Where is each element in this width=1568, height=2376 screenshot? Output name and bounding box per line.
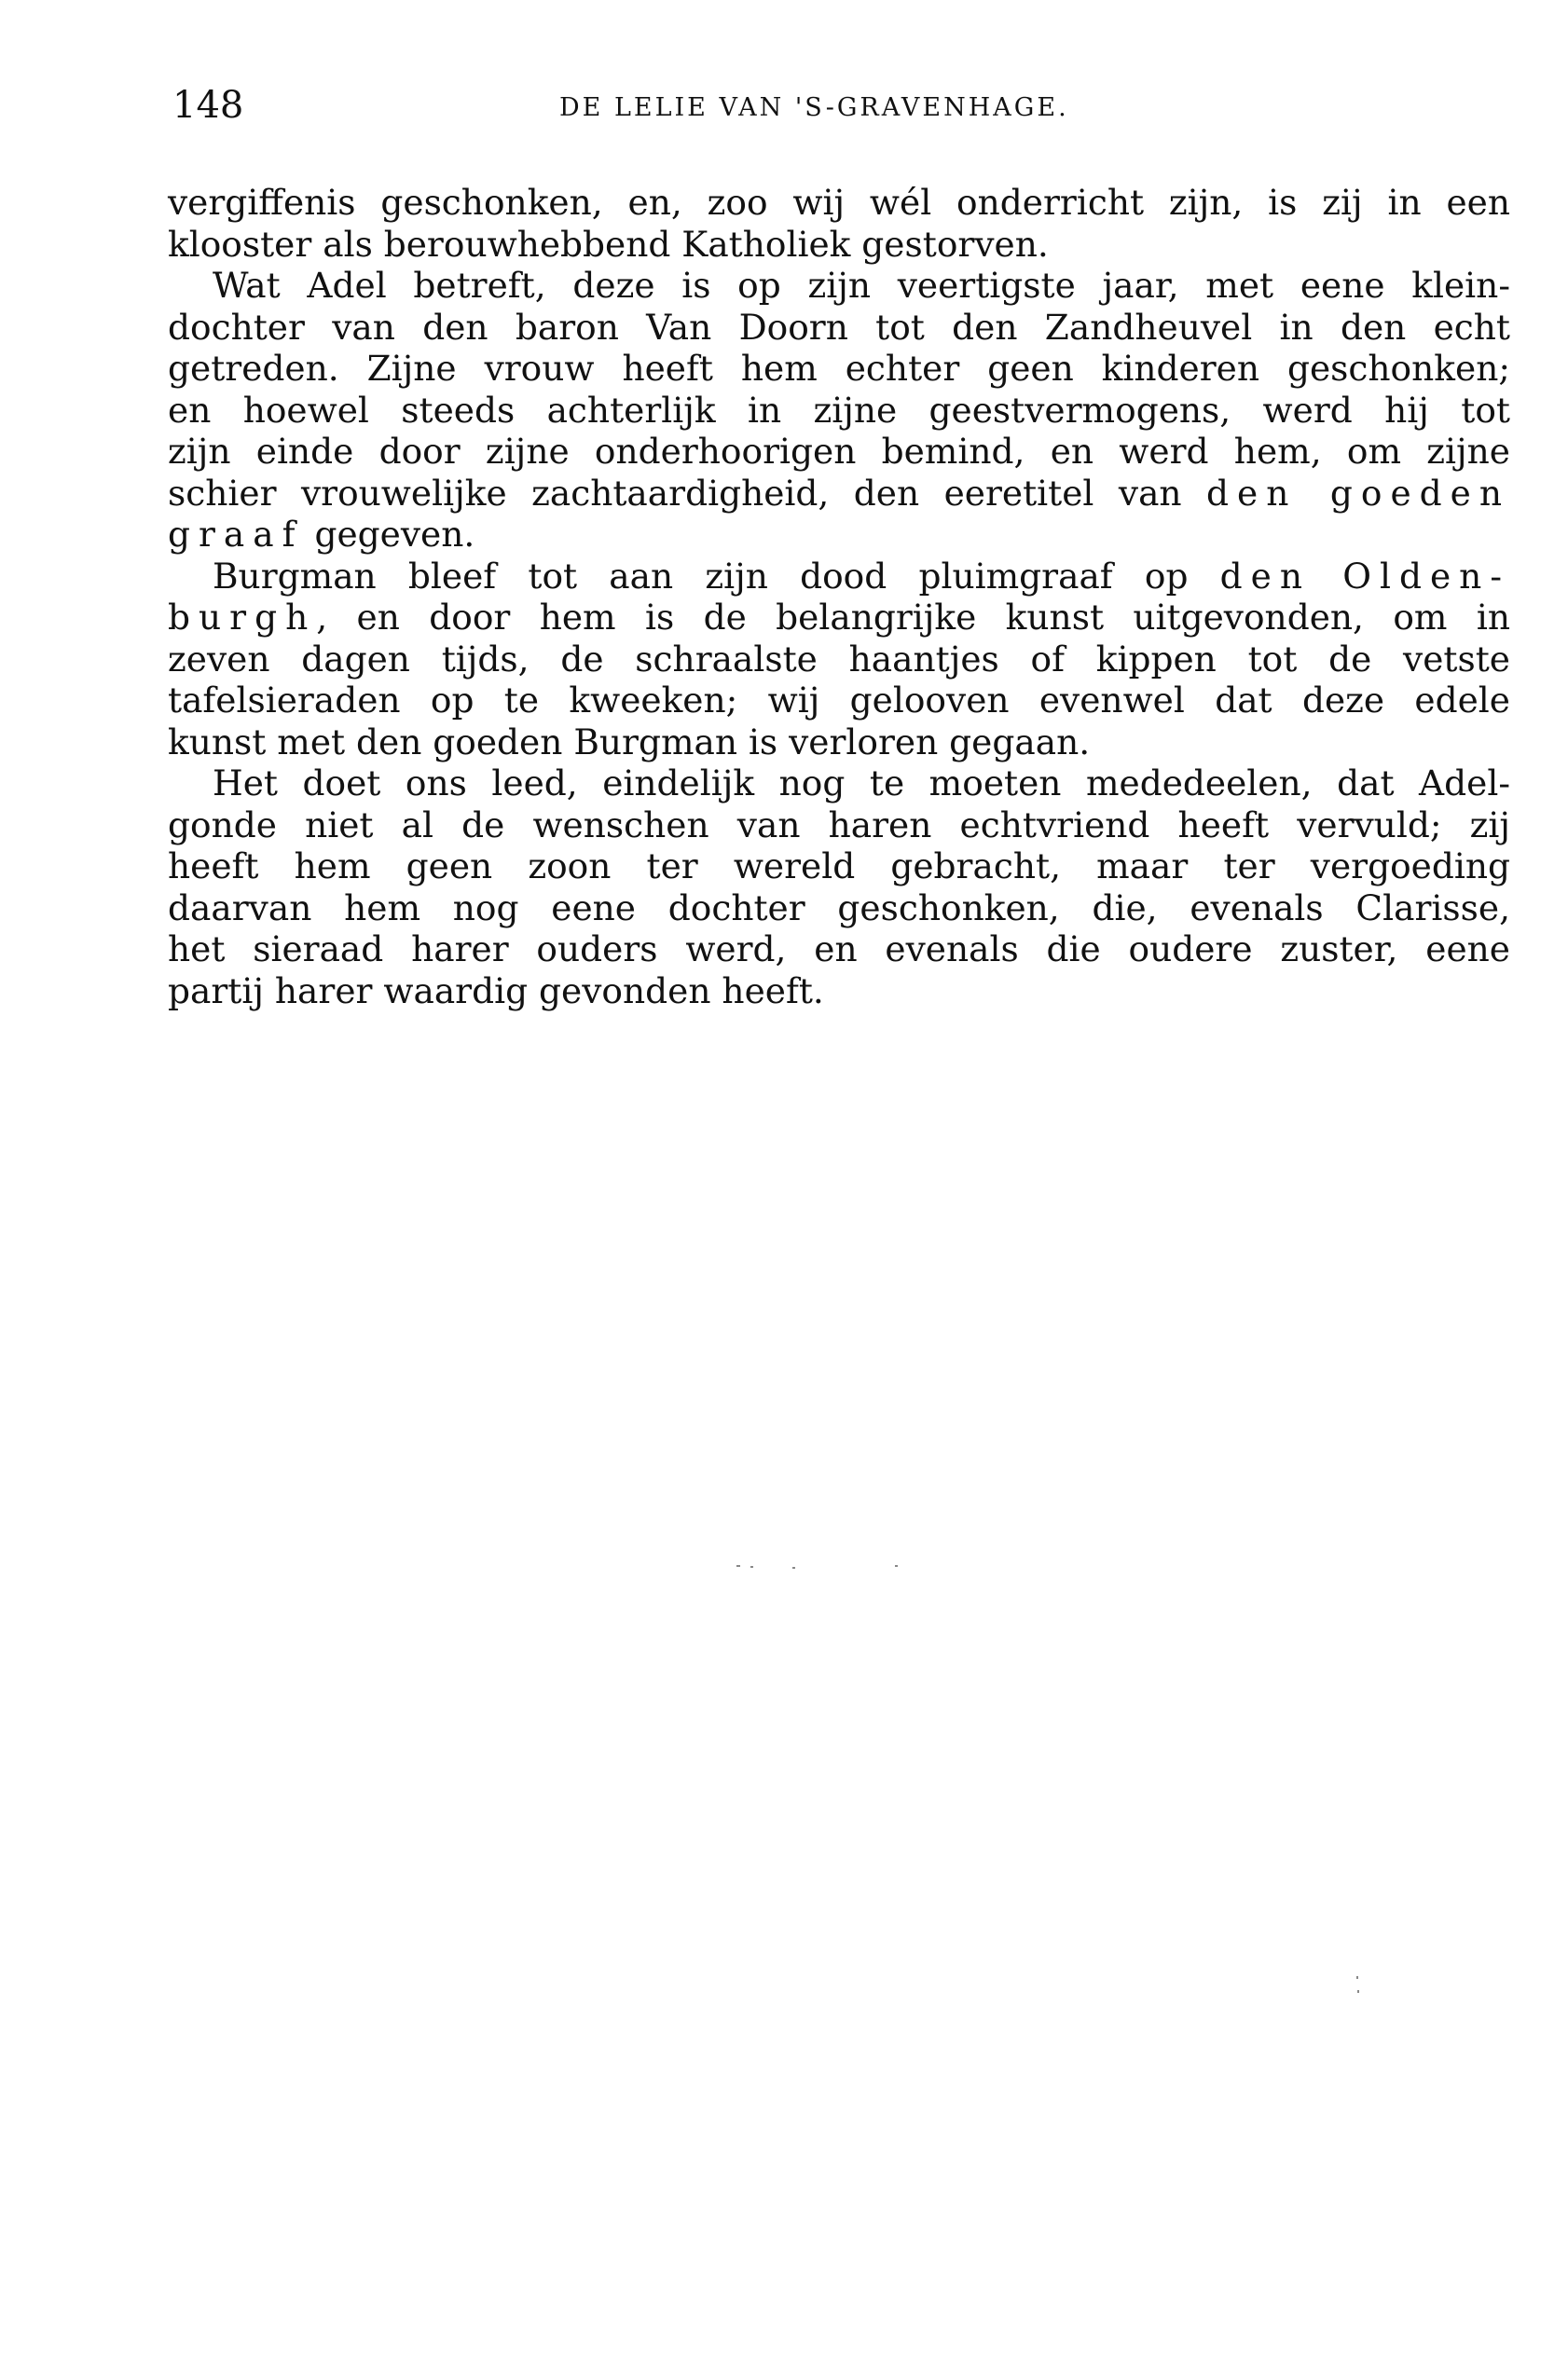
text-line: dochter van den baron Van Doorn tot den Zandheuvel in den echt [168, 306, 1510, 348]
text-line [168, 597, 1510, 639]
paragraph [168, 556, 1510, 763]
text-line [168, 473, 1510, 515]
text-line: gonde niet al de wenschen van haren echtvriend heeft vervuld; zij [168, 803, 1510, 845]
scan-speck [1357, 1990, 1359, 1993]
paragraph [168, 265, 1510, 556]
page-number: 148 [172, 84, 244, 127]
paragraph [168, 182, 1510, 265]
paragraph [168, 762, 1510, 1011]
text-line: zeven dagen tijds, de schraalste haantjes of kippen tot de vetste [168, 638, 1510, 680]
page-header [172, 82, 1506, 129]
scan-speck [1356, 1976, 1358, 1979]
text-segment: Burgman bleef tot aan zijn dood pluimgraaf op [213, 555, 1220, 597]
spaced-phrase: graaf [168, 514, 304, 555]
spaced-phrase: Olden- [1342, 555, 1510, 597]
text-line: Wat Adel betreft, deze is op zijn veertigste jaar, met eene klein- [213, 265, 1510, 306]
running-title: DE LELIE VAN 'S-GRAVENHAGE. [559, 93, 1069, 122]
text-line [168, 514, 1510, 556]
spaced-phrase: den goeden [1206, 472, 1510, 514]
text-line: Het doet ons leed, eindelijk nog te moeten mededeelen, dat Adel- [213, 762, 1510, 803]
text-line [168, 556, 1510, 597]
text-line: daarvan hem nog eene dochter geschonken, die, evenals Clarisse, [168, 886, 1510, 928]
text-line: vergiffenis geschonken, en, zoo wij wél onderricht zijn, is zij in een [168, 182, 1510, 223]
spaced-phrase: den [1219, 555, 1312, 597]
scan-speck [736, 1565, 740, 1567]
text-line: en hoewel steeds achterlijk in zijne geestvermogens, werd hij tot [168, 389, 1510, 431]
text-line: getreden. Zijne vrouw heeft hem echter geen kinderen geschonken; [168, 348, 1510, 389]
text-line: het sieraad harer ouders werd, en evenals die oudere zuster, eene [168, 928, 1510, 969]
text-line: partij harer waardig gevonden heeft. [168, 969, 824, 1011]
text-line: zijn einde door zijne onderhoorigen bemind, en werd hem, om zijne [168, 431, 1510, 472]
text-segment: schier vrouwelijke zachtaardigheid, den eeretitel van [168, 472, 1207, 514]
text-line: kunst met den goeden Burgman is verloren gegaan. [168, 721, 1091, 762]
text-line: tafelsieraden op te kweeken; wij gelooven evenwel dat deze edele [168, 680, 1510, 721]
body-text [168, 182, 1510, 1011]
scan-speck [750, 1566, 753, 1568]
scan-speck [792, 1567, 795, 1569]
text-segment: , en door hem is de belangrijke kunst uitgevonden, om in [316, 597, 1510, 638]
spaced-phrase: burgh [168, 597, 317, 638]
text-segment: gegeven. [303, 514, 475, 555]
text-line: heeft hem geen zoon ter wereld gebracht, maar ter vergoeding [168, 845, 1510, 886]
scan-speck [895, 1565, 898, 1567]
text-line: klooster als berouwhebbend Katholiek gestorven. [168, 223, 1049, 265]
